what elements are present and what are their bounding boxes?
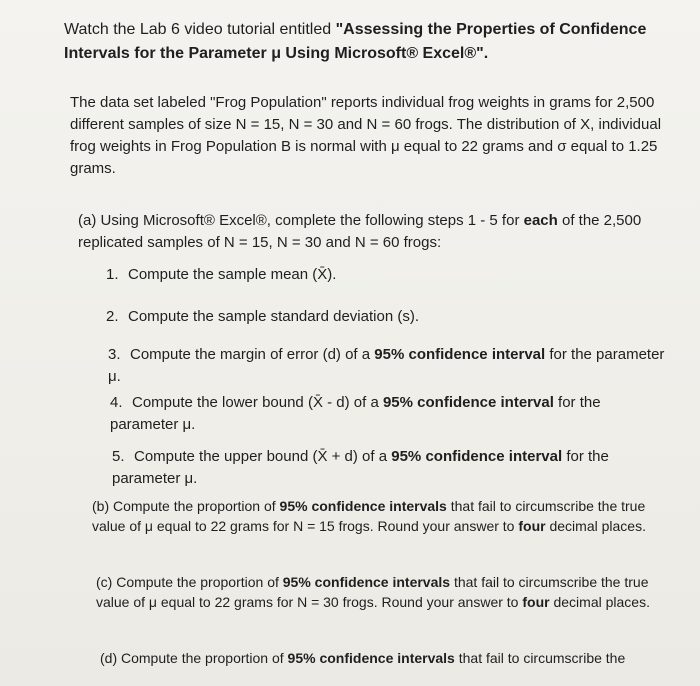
step-text: Compute the upper bound (X̄ + d) of a [134,448,392,465]
intro-paragraph: The data set labeled "Frog Population" reports individual frog weights in grams for 2,500 different samples of size N = 15, N = 30 and N = 60 frogs. The distribution of X, individual frog weights in Frog Population B is normal with μ equal to 22 grams and σ equal to 1.25 grams. [70,94,662,177]
step-3 [108,344,668,388]
part-d-bold: 95% confidence intervals [287,650,455,666]
part-d-pre: (d) Compute the proportion of [100,650,288,666]
step-5 [112,446,672,490]
part-b-post: decimal places. [545,518,646,534]
step-4 [110,392,670,436]
part-a-post: of the 2,500 replicated samples of N = 15, N = 30 and N = 60 frogs: [78,212,642,251]
step-text-post: for the parameter μ. [112,448,609,487]
part-c-mid: that fail to circumscribe the true value of μ equal to 22 grams for N = 30 frogs. Round your answer to [96,574,649,610]
part-a-intro [78,210,678,254]
step-number: 4. [110,394,123,411]
part-b-mid: that fail to circumscribe the true value of μ equal to 22 grams for N = 15 frogs. Round your answer to [92,498,646,534]
step-text: Compute the sample standard deviation (s). [128,308,419,325]
step-text-post: for the parameter μ. [108,346,665,385]
step-bold: 95% confidence interval [382,394,554,411]
part-c-post: decimal places. [549,594,650,610]
step-number: 1. [106,266,119,283]
instruction-title [64,18,684,66]
step-text: Compute the lower bound (X̄ - d) of a [132,394,383,411]
part-a-pre: (a) Using Microsoft® Excel®, complete the following steps 1 - 5 for [78,212,524,229]
part-b [92,496,662,536]
step-text: Compute the margin of error (d) of a [130,346,375,363]
part-c [96,572,666,612]
part-b-bold2: four [518,518,546,534]
step-bold: 95% confidence interval [374,346,546,363]
part-d [100,648,670,668]
part-c-bold: 95% confidence intervals [282,574,451,590]
step-text: Compute the sample mean (X̄). [128,266,337,283]
step-2 [106,306,666,328]
part-b-bold: 95% confidence intervals [279,498,447,514]
part-c-pre: (c) Compute the proportion of [96,574,283,590]
part-b-pre: (b) Compute the proportion of [92,498,280,514]
part-c-bold2: four [522,594,550,610]
title-prefix: Watch the Lab 6 video tutorial entitled [64,21,336,38]
step-number: 5. [112,448,125,465]
part-a-bold: each [523,212,558,229]
step-bold: 95% confidence interval [391,448,563,465]
step-number: 3. [108,346,121,363]
step-1 [106,264,666,286]
step-text-post: for the parameter μ. [110,394,601,433]
step-number: 2. [106,308,119,325]
tutorial-title: "Assessing the Properties of Confidence Intervals for the Parameter μ Using Microsoft® Excel®". [64,21,647,62]
part-d-post: that fail to circumscribe the [454,650,626,666]
